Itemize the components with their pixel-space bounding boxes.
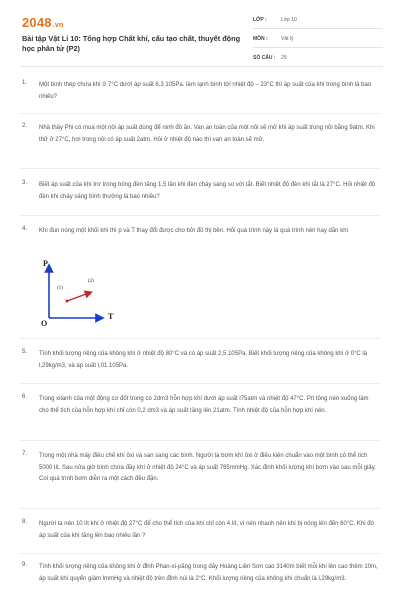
meta-row-subject [253, 32, 383, 48]
point-1 [66, 300, 69, 303]
x-axis-label: T [108, 312, 114, 321]
meta-row-count [253, 51, 383, 67]
question-divider [20, 215, 380, 216]
question-divider [20, 338, 380, 339]
question-number: 4. [22, 226, 28, 232]
document-title: Bài tập Vật Lí 10: Tổng hợp Chất khí, cấu tạo chất, thuyết động học phân tử (P2) [22, 34, 241, 53]
origin-label: O [41, 319, 48, 328]
meta-row-class [253, 13, 383, 29]
question-number: 8. [22, 519, 28, 525]
point-2 [89, 292, 92, 295]
header-divider [20, 66, 380, 67]
logo-main: 2048 [22, 15, 52, 30]
process-arrow [67, 293, 89, 301]
question-divider [20, 440, 380, 441]
question-text: Người ta nén 10 lít khí ở nhiệt độ 27°C để cho thể tích của khí chỉ còn 4 lít, vì nén nhanh nên khí bị nóng lên đến 60°C. Khi đó áp suất của khí tăng lên bao nhiêu lần ? [39, 521, 374, 539]
question-text: Trong một nhà máy điều chế khí ôxi và san sang các bình. Người ta bơm khí ôxi ở điều kiện chuẩn vào một bình có thể tích 5000 lít. Sau nửa giờ bình chứa đầy khí ở nhiệt độ 24°C và áp suất 765mmHg. Xác định khối lượng khí bơm vào sau mỗi giây. Coi quá trình bơm diễn ra một cách đều đặn. [39, 453, 376, 482]
pt-graph [38, 258, 128, 330]
meta-key: LỚP : [253, 17, 267, 23]
question-text: Nhà thầy Phi có mua một nồi áp suất dùng để ninh đồ ăn. Van an toàn của một nồi sẽ mở khi áp suất trong nồi bằng 9atm. Khi thử ở 27°C, hơi trong nồi có áp suất 2atm. Hỏi ở nhiệt độ nào thì van an toàn sẽ mở. [39, 125, 375, 143]
question-text: Một bình thép chứa khí ở 7°C dưới áp suất 6,3 105Pa. làm lạnh bình tới nhiệt độ – 23°C thì áp suất của khí trong bình là bao nhiêu? [39, 82, 372, 100]
question-divider [20, 553, 380, 554]
meta-info [253, 13, 383, 70]
question-text: Biết áp suất của khí trơ trong bóng đèn tăng 1,5 lần khi đèn cháy sáng so với tắt. Biết nhiệt độ đèn khi tắt là 27°C. Hỏi nhiệt độ đèn khi cháy sáng bình thường là bao nhiêu? [39, 182, 376, 200]
question-number: 5. [22, 349, 28, 355]
header [0, 0, 400, 62]
question-divider [20, 383, 380, 384]
meta-key: MÔN : [253, 36, 268, 42]
logo-tld: .vn [52, 22, 64, 29]
y-axis-label: P [43, 259, 48, 268]
question-number: 1. [22, 80, 28, 86]
point-2-label: (2) [88, 279, 94, 284]
pt-graph-svg [38, 258, 128, 330]
question-divider [20, 168, 380, 169]
meta-key: SỐ CÂU : [253, 55, 276, 61]
question-text: Khi đun nóng một khối khí thì p và T thay đổi được cho bởi đồ thị bên. Hỏi quá trình này là quá trình nén hay dãn khí [39, 228, 349, 234]
site-logo[interactable] [22, 15, 63, 30]
question-divider [20, 508, 380, 509]
meta-value: Vật lý [281, 36, 294, 42]
question-number: 6. [22, 394, 28, 400]
question-text: Tính khối lượng riêng của không khí ở nhiệt độ 80°C và có áp suất 2,5.105Pa. Biết khối lượng riêng của không khí ở 0°C là l,29kg/m3, và áp suất l,01.105Pa. [39, 351, 368, 369]
question-number: 3. [22, 180, 28, 186]
point-1-label: (1) [57, 286, 63, 291]
meta-value: 29 [281, 55, 287, 61]
question-number: 2. [22, 123, 28, 129]
question-number: 7. [22, 451, 28, 457]
meta-value: Lớp 10 [281, 17, 297, 23]
question-divider [20, 113, 380, 114]
question-text: Tính khối lượng riêng của không khí ở đỉnh Phan-xi-păng trong dãy Hoàng Liên Sơn cao 3140m biết mỗi khi lên cao thêm 10m, áp suất khí quyển giảm lmmHg và nhiệt độ trên đỉnh núi là 2°C. Khối lượng riêng của không khí chuẩn là l,29kg/m3. [39, 564, 378, 582]
question-number: 9. [22, 562, 28, 568]
question-text: Trong xilanh của một động cơ đốt trong có 2dm3 hỗn hợp khí dưới áp suất l75atm và nhiệt độ 47°C. Pít tông nén xuống làm cho thể tích của hỗn hợp khí chỉ còn 0,2 dm3 và áp suất tăng lên 21atm. Tính nhiệt độ của hỗn hợp khí nén. [39, 396, 369, 414]
